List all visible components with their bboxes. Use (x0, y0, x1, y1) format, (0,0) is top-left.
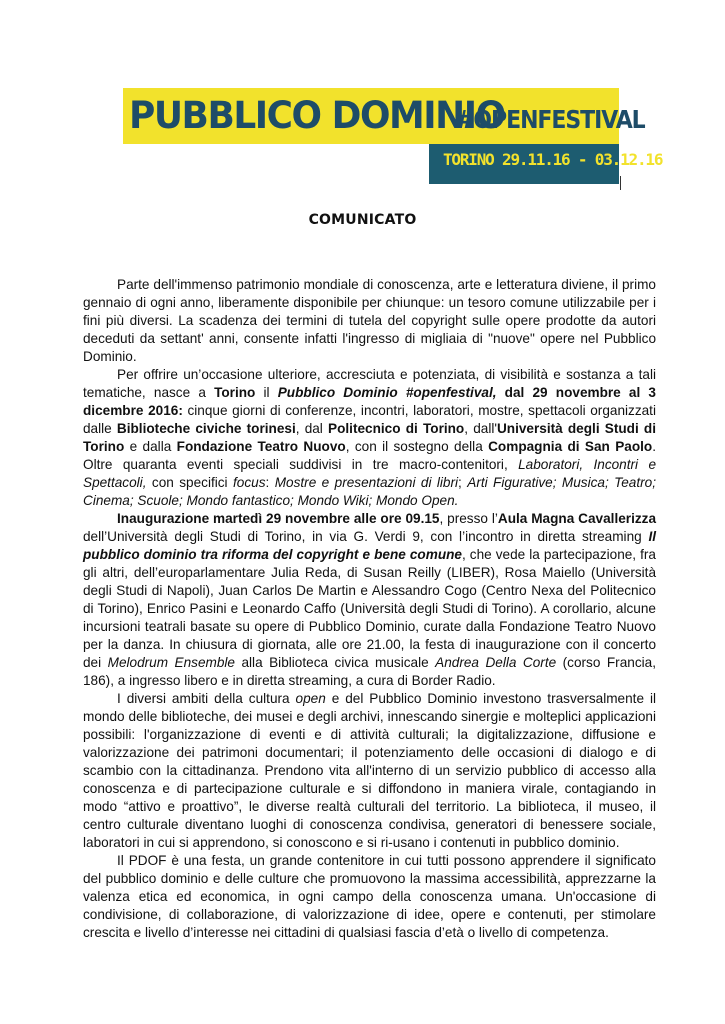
text-run: I diversi ambiti della cultura (117, 691, 296, 706)
text-run: con specifici (146, 475, 233, 490)
text-run: Arti Figurative; Musica; Teatro; Cinema; Scuole; Mondo fantastico; Mondo Wiki; Mondo Open. (83, 475, 656, 508)
text-run: ; (458, 475, 468, 490)
text-run: Laboratori, Incontri e Spettacoli, (83, 457, 657, 490)
banner-yellow-band (123, 88, 645, 144)
text-run: , dall' (464, 421, 497, 436)
text-run: Compagnia di San Paolo (488, 439, 653, 454)
festival-dates: TORINO 29.11.16 - 03.12.16 (443, 150, 663, 169)
text-run: e del Pubblico Dominio investono trasversalmente il mondo delle biblioteche, dei musei e degli archivi, innescando sinergie e molteplici applicazioni possibili: l'organizzazione di eventi e di attività culturali; la digitalizzazione, diffusione e valorizzazione dei patrimoni documentari; il potenziamento delle occasioni di dialogo e di scambio con la cittadinanza. Prendono vita all'interno di un servizio pubblico di accesso alla conoscenza e di partecipazione culturale e si diffondono in maniera virale, contagiando in modo “attivo e proattivo”, le diverse realtà culturali del territorio. La biblioteca, il museo, il centro culturale diventano luoghi di conoscenza condivisa, generatori di benessere sociale, laboratori in cui si apprendono, si conoscono e si ri-usano i contenuti in pubblico dominio. (83, 691, 656, 850)
text-run: Inaugurazione martedì 29 novembre alle ore 09.15 (117, 511, 440, 526)
text-run: Mostre e presentazioni di libri (274, 475, 459, 490)
text-run: Politecnico di Torino (328, 421, 465, 436)
text-run: Biblioteche civiche torinesi (116, 421, 296, 436)
paragraph-1 (83, 276, 656, 366)
text-run: , con il sostegno della (345, 439, 489, 454)
text-run: Università degli Studi di Torino (83, 421, 657, 454)
text-run: e dalla (124, 439, 177, 454)
paragraph-3 (83, 510, 656, 690)
text-run: il (255, 385, 278, 400)
text-run: alla Biblioteca civica musicale (235, 655, 436, 670)
text-run: Per offrire un’occasione ulteriore, accresciuta e potenziata, di visibilità e sostanza a tali tematiche, nasce a (83, 367, 656, 400)
text-run: Fondazione Teatro Nuovo (176, 439, 346, 454)
text-run: Parte dell'immenso patrimonio mondiale di conoscenza, arte e letteratura diviene, il primo gennaio di ogni anno, liberamente disponibile per chiunque: un tesoro comune utilizzabile per i fini più diversi. La scadenza dei termini di tutela del copyright sulle opere prodotte da autori deceduti da settant' anni, consente infatti l'ingresso di migliaia di "nuove" opere nel Pubblico Dominio. (83, 277, 656, 364)
brand-hashtag: #OPENFESTIVAL (456, 105, 645, 134)
banner-dates-box (429, 144, 663, 184)
press-release-body (83, 276, 656, 942)
festival-banner (123, 88, 663, 184)
text-run: . Oltre quaranta eventi speciali suddivisi in tre macro-contenitori, (83, 439, 656, 472)
banner-edge-mark (620, 176, 621, 190)
text-run: focus (233, 475, 266, 490)
brand-title: PUBBLICO DOMINIO (129, 94, 505, 137)
page-title: COMUNICATO (308, 212, 417, 228)
text-run: dell’Università degli Studi di Torino, in via G. Verdi 9, con l’incontro in diretta streaming (83, 529, 649, 544)
paragraph-4 (83, 690, 656, 852)
text-run: Pubblico Dominio #openfestival, (277, 385, 497, 400)
text-run: , presso l’ (439, 511, 498, 526)
text-run: , che vede la partecipazione, fra gli altri, dell’europarlamentare Julia Reda, di Susan Reilly (LIBER), Rosa Maiello (Università degli Studi di Napoli), Juan Carlos De Martin e Alessandro Cogo (Centro Nexa del Politecnico di Torino), Enrico Pasini e Leonardo Caffo (Università degli Studi di Torino). A corollario, alcune incursioni teatrali basate su opere di Pubblico Dominio, curate dalla Fondazione Teatro Nuovo per la danza. In chiusura di giornata, alle ore 21.00, la festa di inaugurazione con il concerto dei (83, 547, 656, 670)
text-run: (corso Francia, 186), a ingresso libero e in diretta streaming, a cura di Border Radio. (83, 655, 656, 688)
text-run: Torino (214, 385, 256, 400)
text-run: Melodrum Ensemble (107, 655, 235, 670)
text-run: cinque giorni di conferenze, incontri, laboratori, mostre, spettacoli organizzati dalle (83, 403, 656, 436)
paragraph-2 (83, 366, 656, 510)
text-run: : (265, 475, 275, 490)
paragraph-5 (83, 852, 656, 942)
text-run: Il PDOF è una festa, un grande contenitore in cui tutti possono apprendere il significato del pubblico dominio e delle culture che promuovono la massima accessibilità, apprezzarne la valenza etica ed economica, in ogni campo della conoscenza umana. Un'occasione di condivisione, di collaborazione, di valorizzazione di idee, opere e contenuti, per stimolare crescita e livello d’interesse nei cittadini di qualsiasi fascia d’età o livello di competenza. (83, 853, 656, 940)
text-run: Andrea Della Corte (435, 655, 557, 670)
text-run: dal 29 novembre al 3 dicembre 2016: (83, 385, 656, 418)
text-run: Il pubblico dominio tra riforma del copyright e bene comune (83, 529, 656, 562)
text-run: open (295, 691, 326, 706)
text-run: Aula Magna Cavallerizza (497, 511, 657, 526)
text-run: , dal (295, 421, 329, 436)
